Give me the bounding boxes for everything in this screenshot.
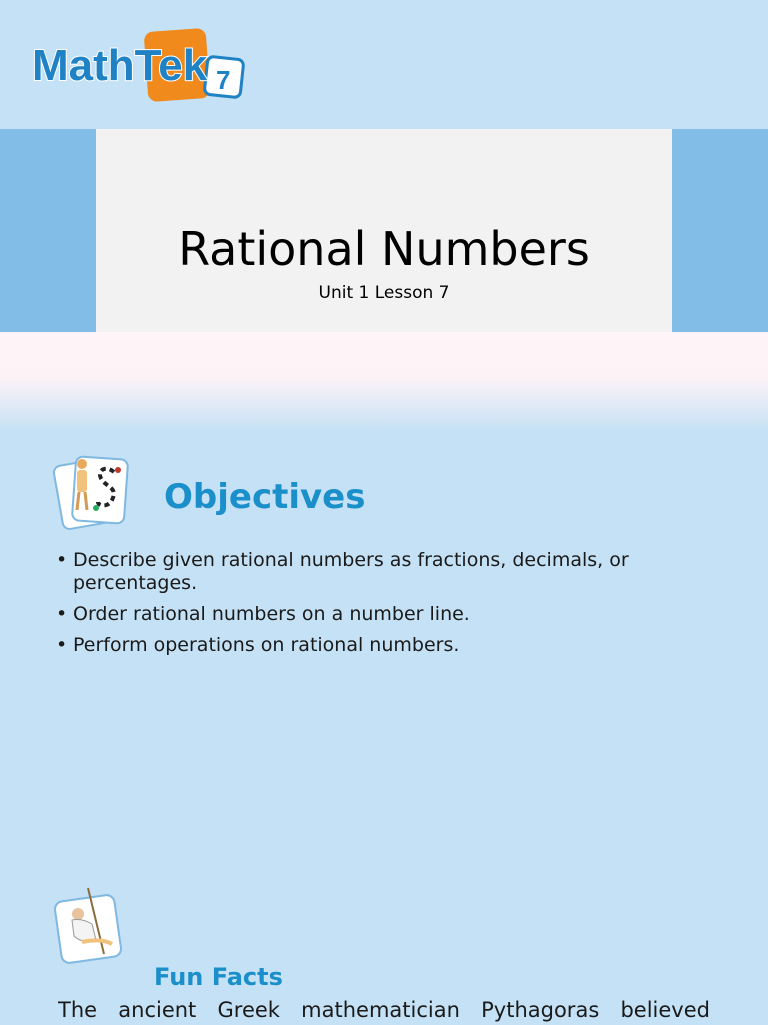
objectives-list bbox=[56, 549, 706, 665]
pythagoras-card-icon bbox=[52, 884, 128, 966]
logo-text: MathTek bbox=[32, 41, 208, 90]
bullet-icon: • bbox=[56, 634, 68, 656]
list-item bbox=[56, 634, 706, 657]
bullet-icon: • bbox=[56, 549, 68, 571]
lesson-subtitle: Unit 1 Lesson 7 bbox=[318, 283, 450, 303]
fun-facts-heading: Fun Facts bbox=[154, 963, 283, 991]
gradient-divider bbox=[0, 332, 768, 432]
bullet-icon: • bbox=[56, 603, 68, 625]
cards-icon bbox=[52, 450, 136, 534]
lesson-title: Rational Numbers bbox=[178, 222, 590, 276]
fun-facts-text: The ancient Greek mathematician Pythagoras believed bbox=[58, 998, 710, 1022]
mathtek-logo-graphic bbox=[30, 22, 250, 104]
logo-badge: 7 bbox=[216, 65, 231, 95]
objective-text: Describe given rational numbers as fractions, decimals, or percentages. bbox=[73, 549, 629, 594]
objective-text: Perform operations on rational numbers. bbox=[73, 634, 460, 656]
list-item bbox=[56, 549, 706, 595]
objective-text: Order rational numbers on a number line. bbox=[73, 603, 470, 625]
title-band bbox=[0, 129, 768, 332]
list-item bbox=[56, 603, 706, 626]
mathtek-logo bbox=[30, 22, 250, 104]
title-card bbox=[96, 129, 672, 332]
objectives-heading: Objectives bbox=[164, 477, 366, 517]
